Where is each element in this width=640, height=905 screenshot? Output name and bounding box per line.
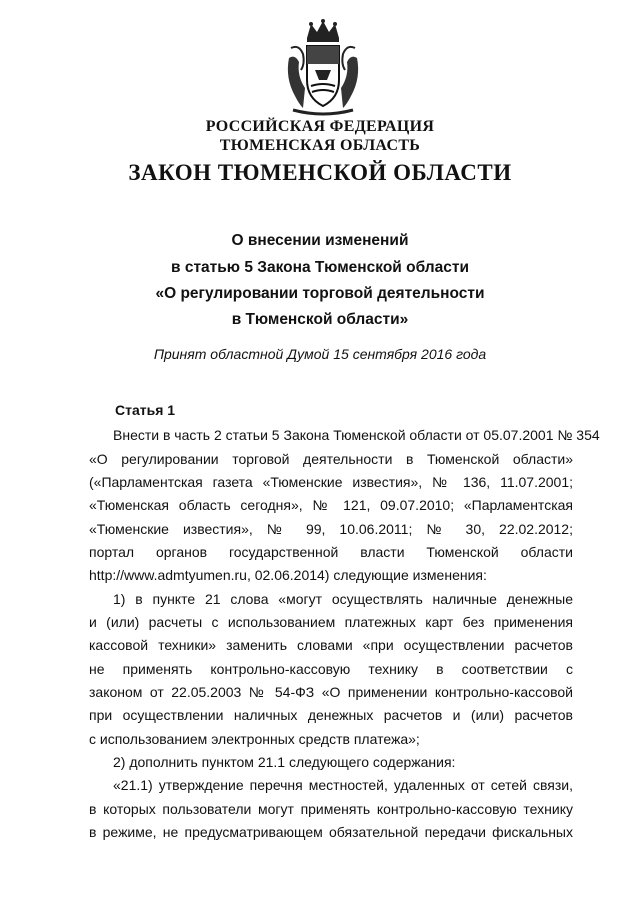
law-heading: ЗАКОН ТЮМЕНСКОЙ ОБЛАСТИ (128, 160, 512, 185)
body-line: в которых пользователи могут применять контрольно-кассовую технику (89, 801, 573, 817)
body-line: http://www.admtyumen.ru, 02.06.2014) следующие изменения: (89, 567, 487, 583)
body-line: при осуществлении наличных денежных расчетов и (или) расчетов (89, 707, 573, 723)
law-title-line: в Тюменской области» (231, 311, 409, 328)
body-line: «О регулировании торговой деятельности в Тюменской области» (89, 451, 573, 467)
adoption-date: Принят областной Думой 15 сентября 2016 года (153, 346, 487, 362)
law-title-line: О внесении изменений (231, 232, 409, 249)
country-heading: РОССИЙСКАЯ ФЕДЕРАЦИЯ (205, 118, 435, 135)
body-line: и (или) расчеты с использованием платежных карт без применения (89, 614, 573, 630)
body-line: «21.1) утверждение перечня местностей, удаленных от сетей связи, (113, 777, 573, 793)
body-line: портал органов государственной власти Тюменской области (89, 544, 573, 560)
body-line: законом от 22.05.2003 № 54-ФЗ «О применении контрольно-кассовой (89, 684, 573, 700)
body-line: в режиме, не предусматривающем обязательной передачи фискальных (89, 824, 573, 840)
body-line: 2) дополнить пунктом 21.1 следующего содержания: (113, 754, 456, 770)
body-line: с использованием электронных средств платежа»; (89, 731, 420, 747)
region-heading: ТЮМЕНСКАЯ ОБЛАСТЬ (219, 137, 421, 154)
body-line: не применять контрольно-кассовую технику в соответствии с (89, 661, 573, 677)
law-title-line: «О регулировании торговой деятельности (155, 285, 485, 302)
body-line: кассовой техники» заменить словами «при осуществлении расчетов (89, 637, 573, 653)
body-line: «Тюменские известия», № 99, 10.06.2011; № 30, 22.02.2012; (89, 521, 573, 537)
body-line: Внести в часть 2 статьи 5 Закона Тюменской области от 05.07.2001 № 354 (113, 427, 600, 443)
article-heading: Статья 1 (115, 402, 176, 418)
body-line: «Тюменская область сегодня», № 121, 09.07.2010; «Парламентская (89, 497, 573, 513)
law-title-line: в статью 5 Закона Тюменской области (171, 259, 469, 276)
coat-of-arms-emblem (285, 18, 361, 118)
body-line: («Парламентская газета «Тюменские известия», № 136, 11.07.2001; (89, 474, 573, 490)
body-line: 1) в пункте 21 слова «могут осуществлять наличные денежные (113, 591, 573, 607)
